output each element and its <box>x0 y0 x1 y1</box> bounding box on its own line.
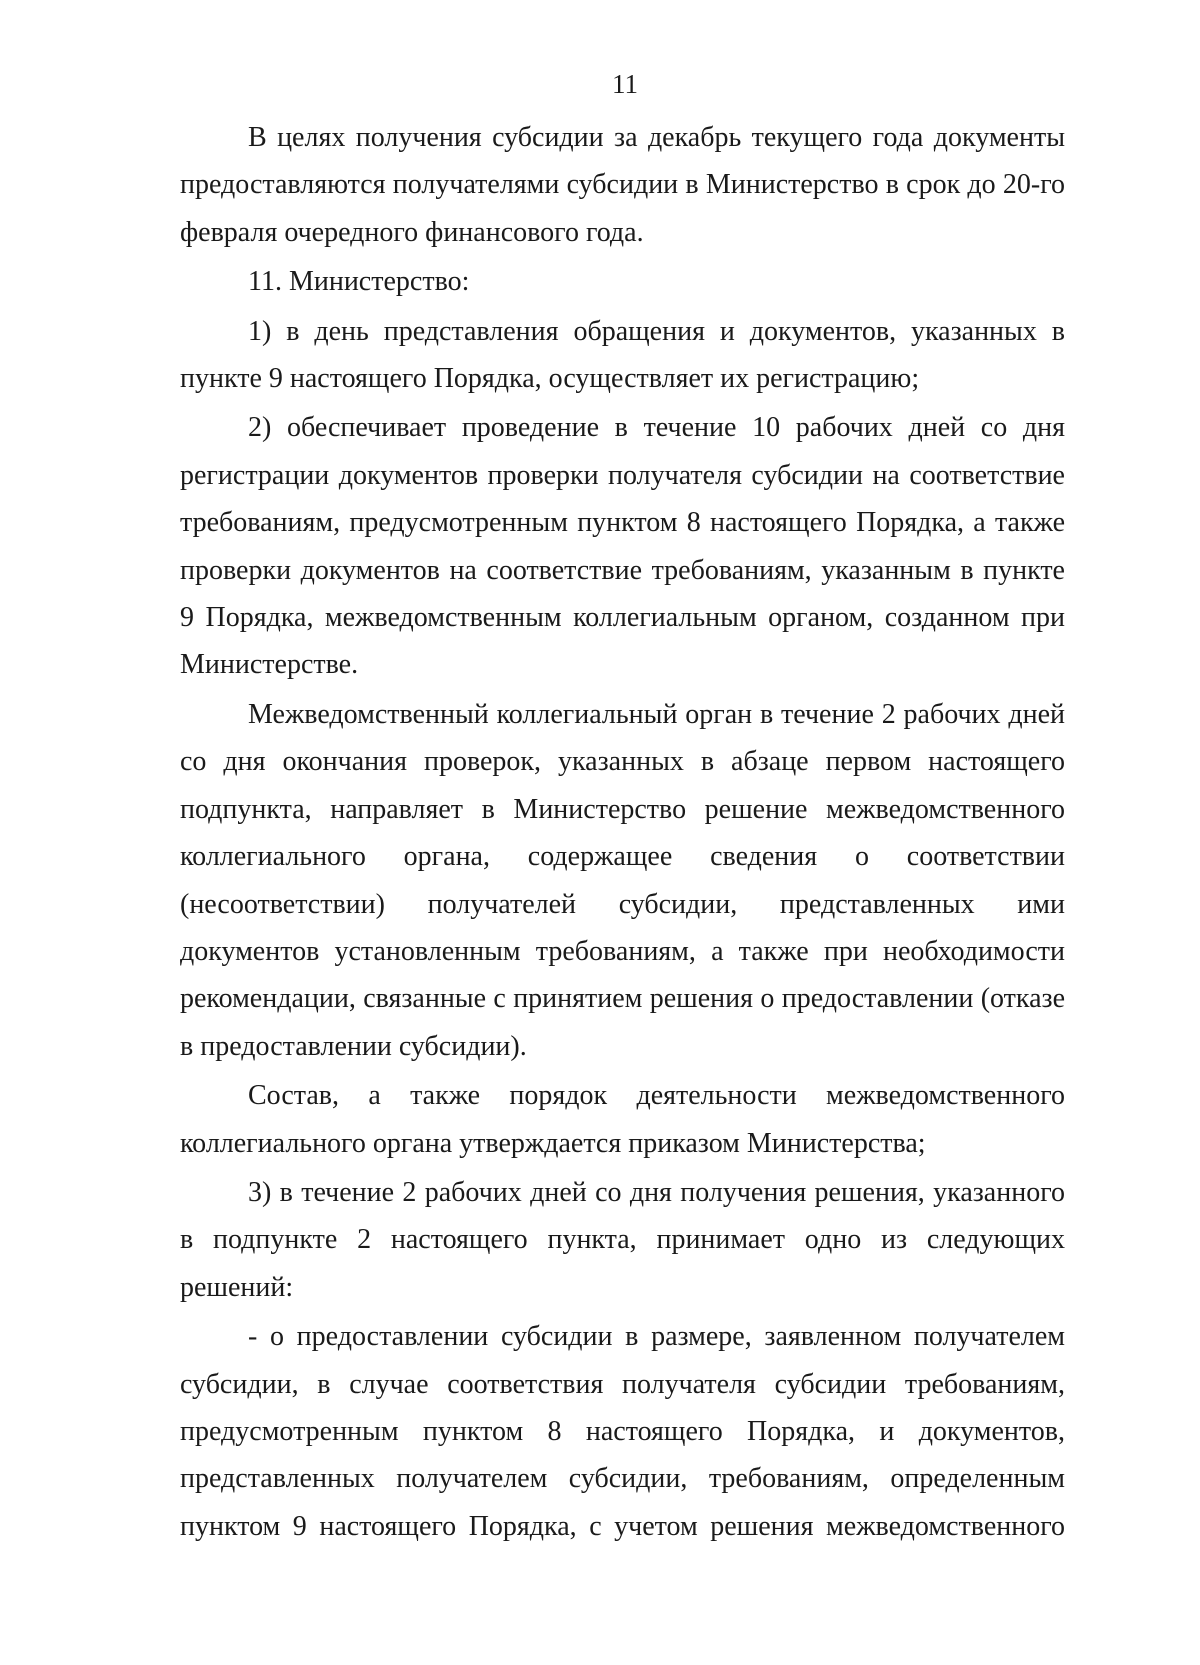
page-number: 11 <box>612 69 638 99</box>
paragraph-subitem-3: 3) в течение 2 рабочих дней со дня получения решения, указанного в подпункте 2 настоящего пункта, принимает одно из следующих решений: <box>180 1176 1065 1303</box>
paragraph-decision-grant: - о предоставлении субсидии в размере, заявленном получателем субсидии, в случае соответствия получателя субсидии требованиям, предусмотренным пунктом 8 настоящего Порядка, и документов, представленных получателем субсидии, требованиям, определенным пунктом 9 настоящего Порядка, с учетом решения межведомственного <box>180 1321 1065 1542</box>
paragraph-item-11-heading: 11. Министерство: <box>248 266 470 298</box>
paragraph-subitem-1: 1) в день представления обращения и документов, указанных в пункте 9 настоящего Порядка, осуществляет их регистрацию; <box>180 315 1065 395</box>
paragraph-subitem-2: 2) обеспечивает проведение в течение 10 рабочих дней со дня регистрации документов проверки получателя субсидии на соответствие требованиям, предусмотренным пунктом 8 настоящего Порядка, а также проверки документов на соответствие требованиям, указанным в пункте 9 Порядка, межведомственным коллегиальным органом, созданном при Министерстве. <box>180 412 1065 681</box>
document-body <box>180 114 1065 1550</box>
paragraph-interagency-body: Межведомственный коллегиальный орган в течение 2 рабочих дней со дня окончания проверок, указанных в абзаце первом настоящего подпункта, направляет в Министерство решение межведомственного коллегиального органа, содержащее сведения о соответствии (несоответствии) получателей субсидии, представленных ими документов установленным требованиям, а также при необходимости рекомендации, связанные с принятием решения о предоставлении (отказе в предоставлении субсидии). <box>180 698 1065 1062</box>
paragraph-composition: Состав, а также порядок деятельности межведомственного коллегиального органа утверждается приказом Министерства; <box>180 1080 1065 1159</box>
paragraph-december-subsidy: В целях получения субсидии за декабрь текущего года документы предоставляются получателями субсидии в Министерство в срок до 20-го февраля очередного финансового года. <box>180 122 1065 248</box>
